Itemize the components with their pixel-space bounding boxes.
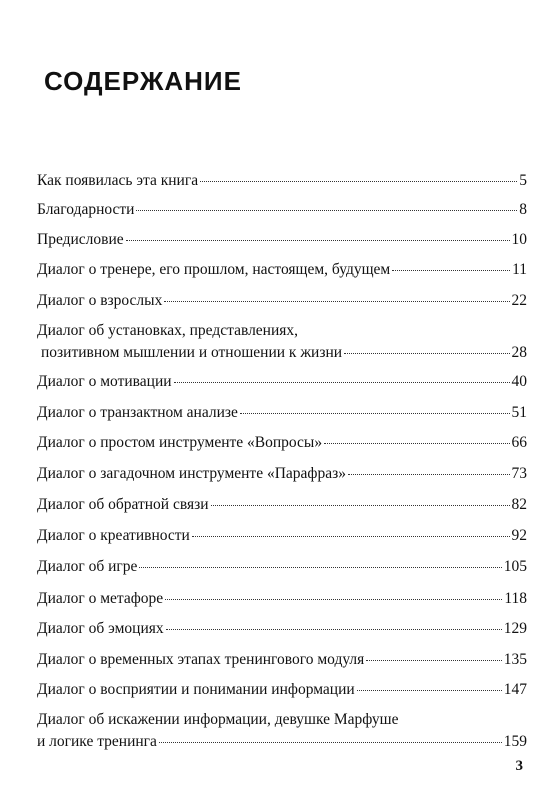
toc-entry[interactable] [37,649,527,671]
toc-entry-title: и логике тренинга [37,733,157,750]
leader-dots [165,598,502,600]
toc-entry-title: Как появилась эта книга [37,172,199,189]
toc-entry-title-line1: Диалог об искажении информации, девушке Марфуше [37,711,399,728]
leader-dots [200,180,517,182]
toc-entry[interactable] [37,170,527,192]
toc-entry[interactable] [37,402,527,424]
toc-entry-title: Диалог о мотивации [37,373,172,390]
toc-entry-page: 118 [504,590,527,607]
leader-dots [366,659,501,661]
toc-entry[interactable] [37,371,527,393]
toc-entry-page: 51 [511,404,527,421]
toc-entry[interactable] [37,463,527,485]
toc-entry-page: 129 [503,620,527,637]
toc-entry-title: Диалог об обратной связи [37,496,209,513]
toc-entry-page: 8 [519,201,527,218]
toc-entry-page: 135 [503,651,527,668]
toc-entry[interactable] [37,556,527,578]
leader-dots [139,566,501,568]
toc-entry-title: Диалог о временных этапах тренингового модуля [37,651,365,668]
toc-entry-title: Диалог о метафоре [37,590,164,607]
toc-entry-page: 92 [511,527,527,544]
leader-dots [126,239,510,241]
leader-dots [136,209,517,211]
toc-entry-page: 11 [512,261,527,278]
leader-dots [344,352,509,354]
toc-entry[interactable] [37,259,527,281]
toc-entry-page: 22 [511,292,527,309]
toc-entry[interactable] [37,709,527,753]
toc-entry-title-line1: Диалог об установках, представлениях, [37,322,299,339]
toc-entry-title: Диалог о креативности [37,527,190,544]
toc-entry-title: Диалог о тренере, его прошлом, настоящем, будущем [37,261,391,278]
toc-entry-title: Диалог о взрослых [37,292,163,309]
toc-entry-page: 28 [511,344,527,361]
toc-entry-page: 73 [511,465,527,482]
toc-entry-title: Диалог о простом инструменте «Вопросы» [37,434,323,451]
page-title: СОДЕРЖАНИЕ [44,66,242,96]
leader-dots [192,535,510,537]
leader-dots [357,689,502,691]
toc-entry-page: 159 [503,733,527,750]
toc-entry-title: Предисловие [37,231,124,248]
toc-entry[interactable] [37,229,527,251]
toc-entry[interactable] [37,199,527,221]
leader-dots [348,473,510,475]
leader-dots [324,442,509,444]
toc-entry-title: позитивном мышлении и отношении к жизни [41,344,343,361]
toc-entry-title: Диалог о восприятии и понимании информации [37,681,355,698]
toc-entry-page: 5 [519,172,527,189]
toc-entry-title: Диалог о загадочном инструменте «Парафраз» [37,465,346,482]
toc-entry[interactable] [37,679,527,701]
toc-entry[interactable] [37,494,527,516]
toc-entry[interactable] [37,525,527,547]
leader-dots [240,412,510,414]
leader-dots [159,741,502,743]
toc-entry-page: 66 [511,434,527,451]
leader-dots [164,300,509,302]
toc-entry-title: Диалог об эмоциях [37,620,164,637]
toc-entry-page: 10 [511,231,527,248]
toc-entry[interactable] [37,320,527,364]
toc-entry[interactable] [37,432,527,454]
page-number: 3 [515,758,523,774]
leader-dots [392,269,510,271]
toc-entry[interactable] [37,290,527,312]
toc-entry-page: 40 [511,373,527,390]
leader-dots [174,381,510,383]
toc-entry-page: 82 [511,496,527,513]
toc-entry-title: Благодарности [37,201,135,218]
toc-entry-title: Диалог об игре [37,558,138,575]
toc-entry-page: 147 [503,681,527,698]
toc-entry-page: 105 [503,558,527,575]
toc-entry-title: Диалог о транзактном анализе [37,404,238,421]
toc-entry[interactable] [37,618,527,640]
leader-dots [166,628,502,630]
leader-dots [211,504,510,506]
toc-entry[interactable] [37,588,527,610]
